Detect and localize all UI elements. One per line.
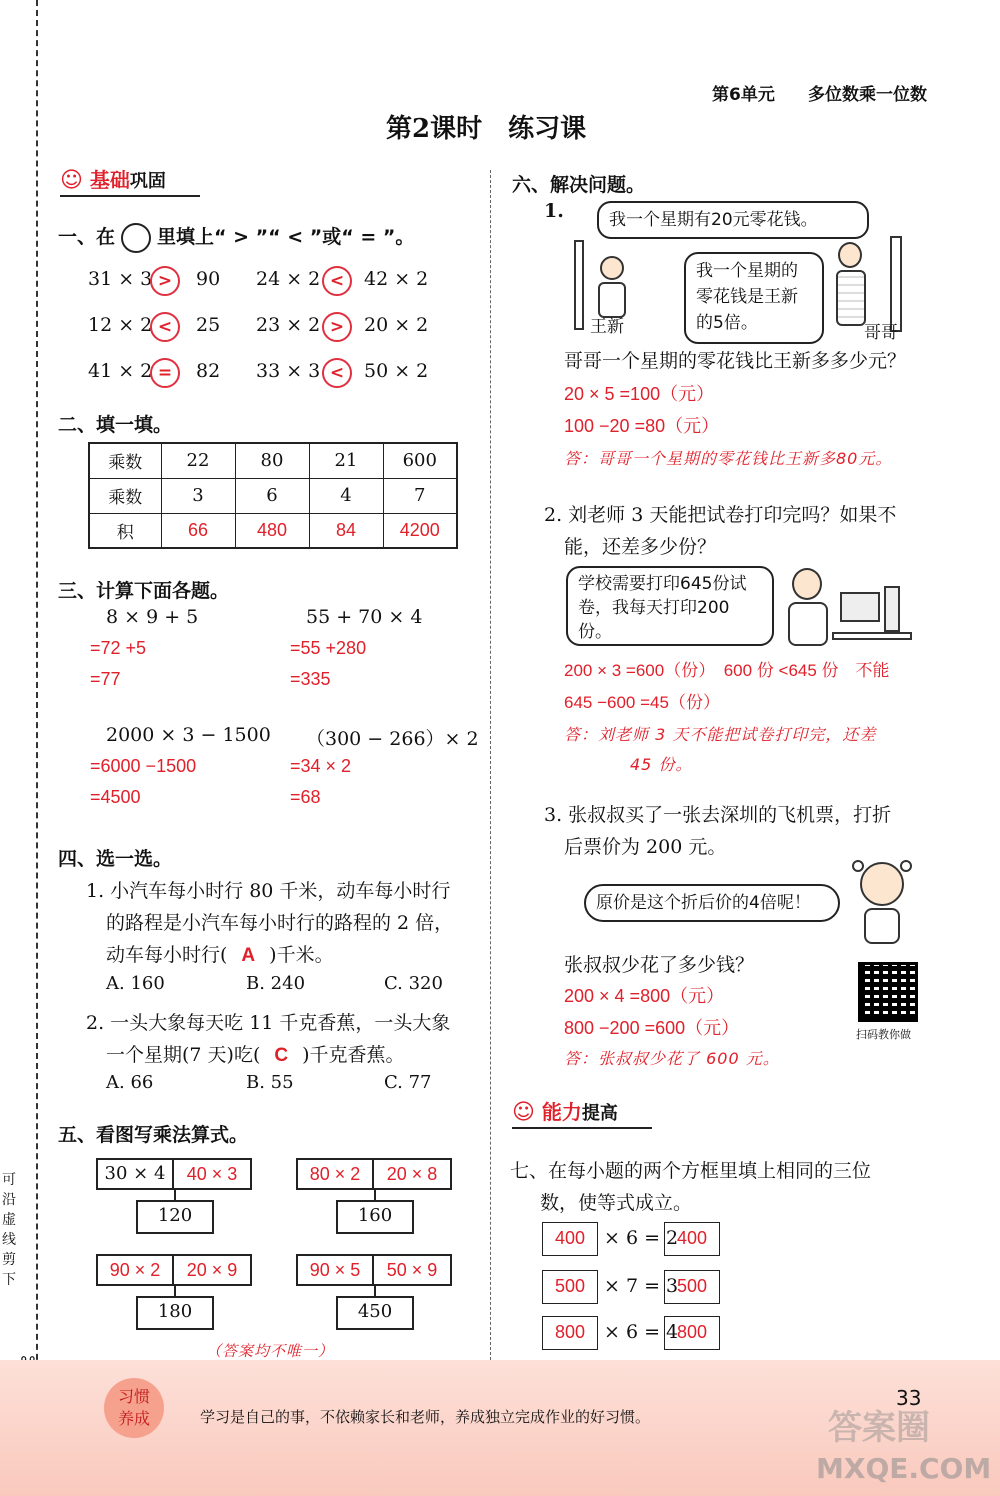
q7-box-b[interactable]: 500 — [664, 1270, 720, 1304]
qr-label: 扫码教你做 — [856, 1028, 911, 1041]
table-cell: 600 — [383, 443, 457, 478]
q5-expr-b[interactable]: 20 × 9 — [172, 1254, 252, 1286]
q5-expr-a[interactable]: 80 × 2 — [296, 1158, 374, 1190]
q3-solution-step: =6000 −1500 — [90, 756, 197, 776]
unit-topic: 多位数乘一位数 — [808, 85, 927, 105]
q6-p1-bubble1: 我一个星期有20元零花钱。 — [597, 201, 869, 239]
table-cell: 22 — [161, 443, 235, 478]
table-cell: 7 — [383, 478, 457, 513]
q7-box-b[interactable]: 400 — [664, 1222, 720, 1256]
q2-title: 二、填一填。 — [58, 414, 173, 436]
fill-table — [88, 442, 458, 549]
table-cell[interactable]: 84 — [309, 513, 383, 548]
q3-solution-step: =34 × 2 — [290, 756, 352, 776]
q1-left-expr: 12 × 2 — [88, 314, 153, 336]
watermark-url: MXQE.COM — [816, 1452, 992, 1485]
q7-operator: × 6 = 2 — [604, 1227, 679, 1249]
table-cell: 80 — [235, 443, 309, 478]
q6-p2-step1: 200 × 3 =600（份） 600 份 <645 份 不能 — [564, 661, 890, 680]
q6-p3-answer: 答：张叔叔少花了 600 元。 — [564, 1049, 780, 1068]
watermark-logo: 答案圈 — [828, 1408, 930, 1448]
q1-left-expr: 23 × 2 — [256, 314, 321, 336]
page-title: 第2课时 练习课 — [386, 114, 587, 144]
q1-compare-answer[interactable]: = — [150, 358, 180, 388]
section-basic-banner: ☺ 基础巩固 — [60, 164, 200, 197]
q3-solution-step: =68 — [290, 787, 321, 807]
kid-icon: ☺ — [60, 168, 83, 193]
q3-expression: 8 × 9 + 5 — [106, 606, 199, 628]
q3-expression: 2000 × 3 − 1500 — [106, 724, 271, 746]
q5-expr-b[interactable]: 50 × 9 — [372, 1254, 452, 1286]
q4-p1-line2: 的路程是小汽车每小时行的路程的 2 倍， — [106, 912, 454, 934]
table-row — [89, 443, 457, 478]
q1-left-expr: 33 × 3 — [256, 360, 321, 382]
cut-dashed-line — [36, 0, 38, 1400]
q6-p3-line2: 后票价为 200 元。 — [564, 836, 727, 858]
teacher-computer-illustration — [788, 562, 912, 652]
q1-compare-answer[interactable]: < — [150, 312, 180, 342]
q1-right-expr: 20 × 2 — [364, 314, 429, 336]
q5-total: 450 — [336, 1296, 414, 1330]
table-row — [89, 513, 457, 548]
q4-p2-opt-b: B. 55 — [246, 1072, 294, 1093]
q5-connector — [374, 1286, 376, 1296]
q6-p2-bubble: 学校需要打印645份试卷，我每天打印200份。 — [566, 566, 774, 646]
q4-p1-opt-a: A. 160 — [106, 973, 165, 994]
q6-p1-name2: 哥哥 — [864, 323, 898, 343]
q3-expression: 55 + 70 × 4 — [306, 606, 423, 628]
q6-p2-line2: 能，还差多少份？ — [564, 536, 717, 558]
q7-box-b[interactable]: 800 — [664, 1316, 720, 1350]
table-cell: 3 — [161, 478, 235, 513]
q5-expr-a[interactable]: 90 × 2 — [96, 1254, 174, 1286]
q6-p1-name1: 王新 — [590, 317, 624, 337]
table-cell: 6 — [235, 478, 309, 513]
qr-code[interactable] — [858, 962, 918, 1022]
table-row-header: 乘数 — [89, 478, 161, 513]
q7-operator: × 7 = 3 — [604, 1275, 679, 1297]
q6-p3-step2: 800 −200 =600（元） — [564, 1018, 740, 1038]
q7-title2: 数，使等式成立。 — [540, 1192, 693, 1214]
q3-solution-step: =77 — [90, 669, 121, 689]
q7-box-a[interactable]: 400 — [542, 1222, 598, 1256]
q1-left-expr: 41 × 2 — [88, 360, 153, 382]
q4-p2-opt-c: C. 77 — [384, 1072, 432, 1093]
q4-p2-answer: C — [274, 1045, 289, 1066]
q1-right-expr: 82 — [196, 360, 221, 382]
table-cell[interactable]: 4200 — [383, 513, 457, 548]
q6-p2-answer2: 45 份。 — [630, 755, 693, 774]
q3-solution-step: =4500 — [90, 787, 141, 807]
q1-title: 一、在 里填上“ > ”“ < ”或“ = ”。 — [58, 222, 414, 253]
q6-p1-num: 1. — [544, 200, 564, 222]
q5-expr-a[interactable]: 30 × 4 — [96, 1158, 174, 1190]
table-row-header: 积 — [89, 513, 161, 548]
girl-illustration — [850, 856, 920, 946]
q1-right-expr: 42 × 2 — [364, 268, 429, 290]
q1-left-expr: 24 × 2 — [256, 268, 321, 290]
side-note: 可沿虚线剪下 — [2, 1170, 24, 1290]
q3-solution-step: =72 +5 — [90, 638, 147, 658]
table-cell[interactable]: 480 — [235, 513, 309, 548]
q6-p1-step2: 100 −20 =80（元） — [564, 416, 720, 436]
q5-note: （答案均不唯一） — [206, 1342, 335, 1360]
q5-title: 五、看图写乘法算式。 — [58, 1124, 249, 1146]
q1-compare-answer[interactable]: > — [322, 312, 352, 342]
q5-total: 120 — [136, 1200, 214, 1234]
q7-box-a[interactable]: 500 — [542, 1270, 598, 1304]
q6-p2-answer1: 答：刘老师 3 天不能把试卷打印完，还差 — [564, 725, 877, 744]
q7-title1: 七、在每小题的两个方框里填上相同的三位 — [510, 1160, 872, 1182]
page-number: 33 — [896, 1386, 922, 1410]
q4-p1-answer: A — [241, 945, 256, 966]
q5-expr-b[interactable]: 40 × 3 — [172, 1158, 252, 1190]
q4-p1-line1: 1. 小汽车每小时行 80 千米，动车每小时行 — [86, 880, 451, 902]
table-row-header: 乘数 — [89, 443, 161, 478]
q5-expr-b[interactable]: 20 × 8 — [372, 1158, 452, 1190]
q4-p1-opt-b: B. 240 — [246, 973, 306, 994]
kid-reading-icon: ☺ — [512, 1100, 535, 1125]
q6-title: 六、解决问题。 — [512, 174, 646, 196]
q5-connector — [374, 1190, 376, 1200]
table-cell: 4 — [309, 478, 383, 513]
column-divider — [490, 170, 491, 1365]
section-ability-banner: ☺ 能力提高 — [512, 1096, 652, 1129]
q4-p1-line3: 动车每小时行( A )千米。 — [106, 944, 334, 966]
habit-badge: 习惯 养成 — [104, 1378, 164, 1438]
q6-p1-step1: 20 × 5 =100（元） — [564, 384, 715, 404]
circle-symbol — [121, 223, 151, 253]
q6-p3-line1: 3. 张叔叔买了一张去深圳的飞机票，打折 — [544, 804, 892, 826]
q6-p1-answer: 答：哥哥一个星期的零花钱比王新多80元。 — [564, 449, 893, 468]
table-cell: 21 — [309, 443, 383, 478]
q3-expression: （300 − 266）× 2 — [306, 728, 479, 750]
q5-expr-a[interactable]: 90 × 5 — [296, 1254, 374, 1286]
q4-p2-line2: 一个星期(7 天)吃( C )千克香蕉。 — [106, 1044, 405, 1066]
q5-total: 160 — [336, 1200, 414, 1234]
q4-title: 四、选一选。 — [58, 848, 173, 870]
q6-p3-question: 张叔叔少花了多少钱？ — [564, 954, 755, 976]
q3-title: 三、计算下面各题。 — [58, 580, 230, 602]
q4-p2-line1: 2. 一头大象每天吃 11 千克香蕉，一头大象 — [86, 1012, 451, 1034]
q6-p2-step2: 645 −600 =45（份） — [564, 693, 720, 712]
q1-compare-answer[interactable]: > — [150, 266, 180, 296]
q6-p1-bubble2: 我一个星期的零花钱是王新的5倍。 — [684, 252, 824, 344]
q4-p2-opt-a: A. 66 — [106, 1072, 154, 1093]
q4-p1-opt-c: C. 320 — [384, 973, 443, 994]
q7-box-a[interactable]: 800 — [542, 1316, 598, 1350]
q5-connector — [174, 1286, 176, 1296]
q1-compare-answer[interactable]: < — [322, 266, 352, 296]
q1-right-expr: 50 × 2 — [364, 360, 429, 382]
q3-solution-step: =55 +280 — [290, 638, 367, 658]
q1-right-expr: 25 — [196, 314, 221, 336]
q5-connector — [174, 1190, 176, 1200]
q7-operator: × 6 = 4 — [604, 1321, 679, 1343]
q6-p2-line1: 2. 刘老师 3 天能把试卷打印完吗？如果不 — [544, 504, 897, 526]
q1-left-expr: 31 × 3 — [88, 268, 153, 290]
table-row — [89, 478, 457, 513]
table-cell[interactable]: 66 — [161, 513, 235, 548]
q6-p1-question: 哥哥一个星期的零花钱比王新多多少元？ — [564, 350, 907, 372]
q6-p3-step1: 200 × 4 =800（元） — [564, 986, 725, 1006]
footer-motto: 学习是自己的事，不依赖家长和老师，养成独立完成作业的好习惯。 — [200, 1408, 651, 1426]
unit-label: 第6单元 — [712, 85, 775, 105]
q5-total: 180 — [136, 1296, 214, 1330]
q1-right-expr: 90 — [196, 268, 221, 290]
q1-compare-answer[interactable]: < — [322, 358, 352, 388]
q6-p3-bubble: 原价是这个折后价的4倍呢！ — [584, 884, 840, 922]
q3-solution-step: =335 — [290, 669, 331, 689]
